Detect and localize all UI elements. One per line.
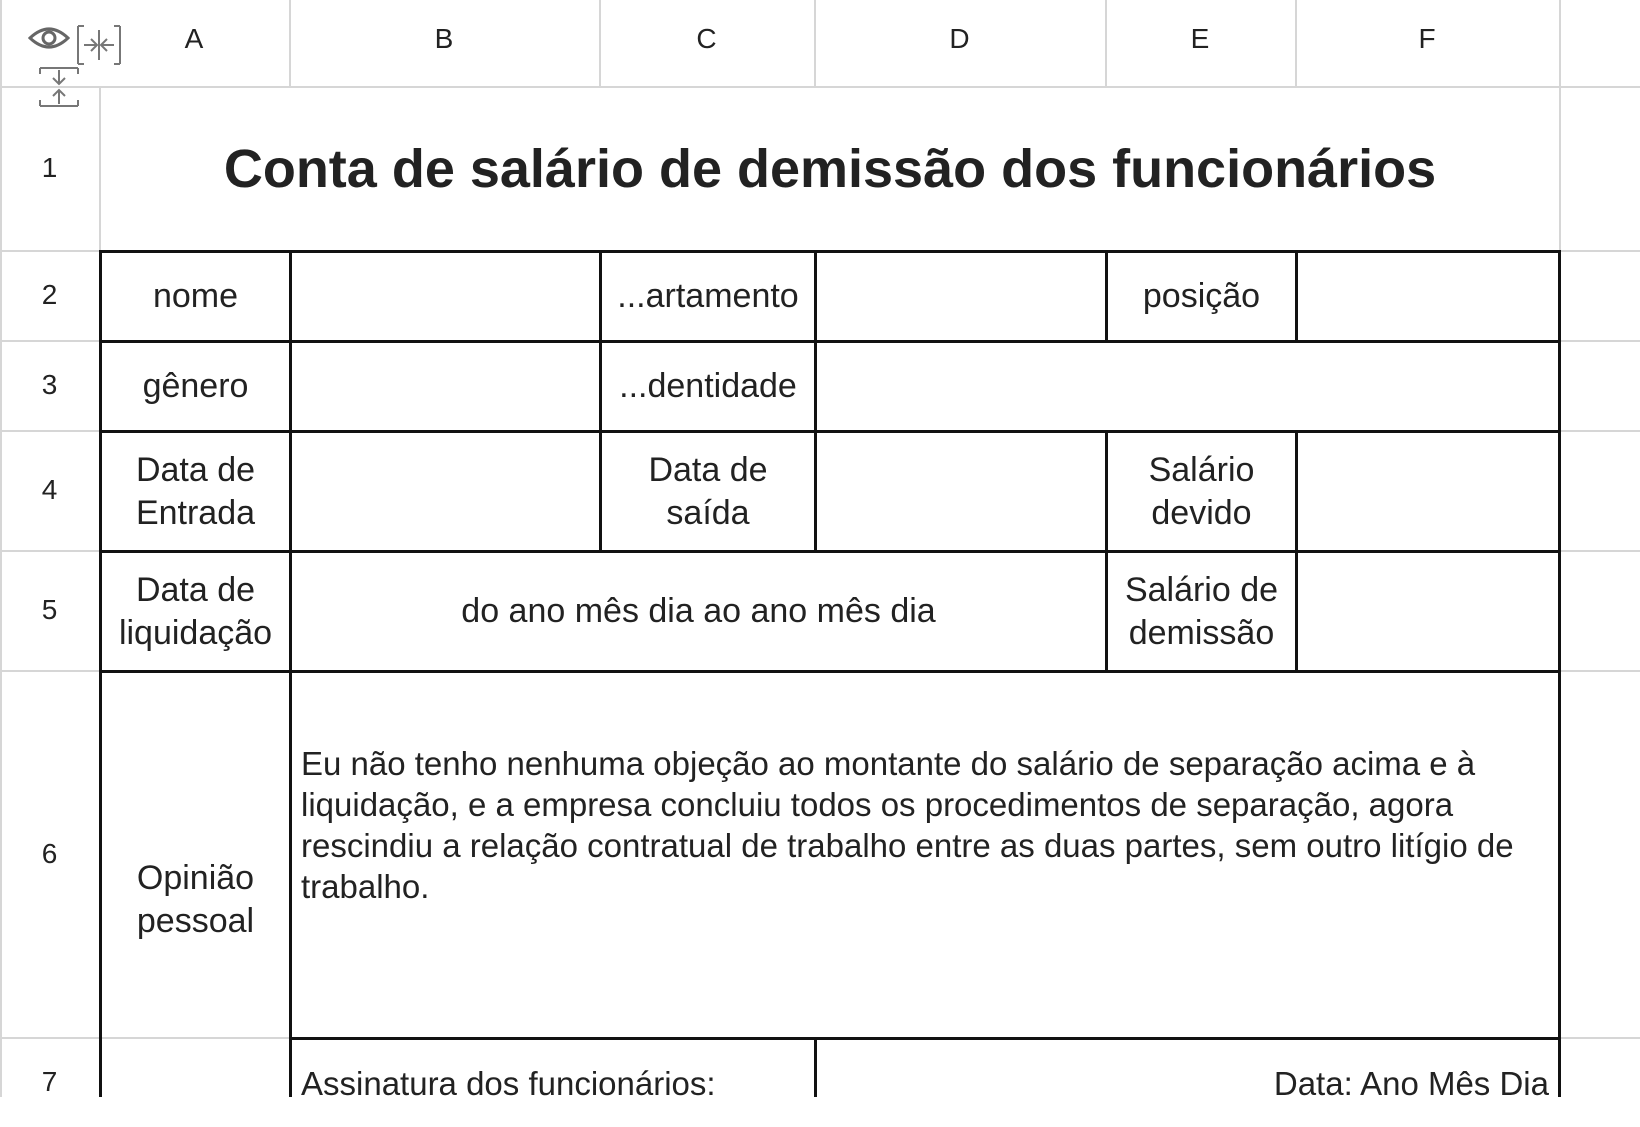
salary-due-value-cell[interactable] xyxy=(1298,433,1558,550)
entry-date-label-cell[interactable]: Data de Entrada xyxy=(135,450,256,532)
employee-signature-cell[interactable]: Assinatura dos funcionários: xyxy=(301,1065,716,1102)
opinion-label-cell[interactable]: Opinião pessoal xyxy=(136,859,255,940)
salary-due-label-cell[interactable]: Salário devido xyxy=(1148,450,1255,532)
department-value-cell[interactable] xyxy=(817,253,1105,340)
sheet-title-cell[interactable]: Conta de salário de demissão dos funcionários xyxy=(223,138,1437,199)
row-header-5[interactable]: 5 xyxy=(41,594,58,625)
severance-label-cell[interactable]: Salário de demissão xyxy=(1124,570,1279,652)
column-header-b[interactable]: B xyxy=(434,23,454,54)
row-header-4[interactable]: 4 xyxy=(41,474,58,505)
settlement-period-cell[interactable]: do ano mês dia ao ano mês dia xyxy=(461,592,936,630)
department-label-cell[interactable]: ...artamento xyxy=(617,277,799,315)
eye-icon[interactable] xyxy=(28,20,70,56)
exit-date-value-cell[interactable] xyxy=(817,433,1105,550)
exit-date-label-cell[interactable]: Data de saída xyxy=(648,450,768,532)
name-value-cell[interactable] xyxy=(292,253,599,340)
row-header-1[interactable]: 1 xyxy=(41,152,58,183)
gender-label-cell[interactable]: gênero xyxy=(142,367,249,405)
opinion-text-cell[interactable]: Eu não tenho nenhuma objeção ao montante do salário de separação acima e à liquidação, e a empresa concluiu todos os procedimentos de separação, agora rescindiu a relação contratual de trabalho entre as duas partes, sem outro litígio de trabalho. xyxy=(301,745,1514,905)
name-label-cell[interactable]: nome xyxy=(152,277,239,315)
id-value-cell[interactable] xyxy=(817,343,1558,430)
gridline xyxy=(1559,0,1561,250)
severance-value-cell[interactable] xyxy=(1298,553,1558,670)
row-header-7[interactable]: 7 xyxy=(41,1066,58,1097)
id-label-cell[interactable]: ...dentidade xyxy=(619,367,797,405)
gender-value-cell[interactable] xyxy=(292,343,599,430)
position-label-cell[interactable]: posição xyxy=(1142,277,1261,315)
column-header-c[interactable]: C xyxy=(696,23,717,54)
column-header-a[interactable]: A xyxy=(184,23,204,54)
signature-date-cell[interactable]: Data: Ano Mês Dia xyxy=(1273,1065,1549,1102)
settlement-date-label-cell[interactable]: Data de liquidação xyxy=(118,570,273,652)
column-header-e[interactable]: E xyxy=(1190,23,1210,54)
row-header-2[interactable]: 2 xyxy=(41,279,58,310)
position-value-cell[interactable] xyxy=(1298,253,1558,340)
border-line xyxy=(1558,250,1561,1097)
row-header-6[interactable]: 6 xyxy=(41,837,58,869)
entry-date-value-cell[interactable] xyxy=(292,433,599,550)
column-header-f[interactable]: F xyxy=(1418,23,1436,54)
row-header-3[interactable]: 3 xyxy=(41,369,58,400)
column-header-d[interactable]: D xyxy=(949,23,970,54)
